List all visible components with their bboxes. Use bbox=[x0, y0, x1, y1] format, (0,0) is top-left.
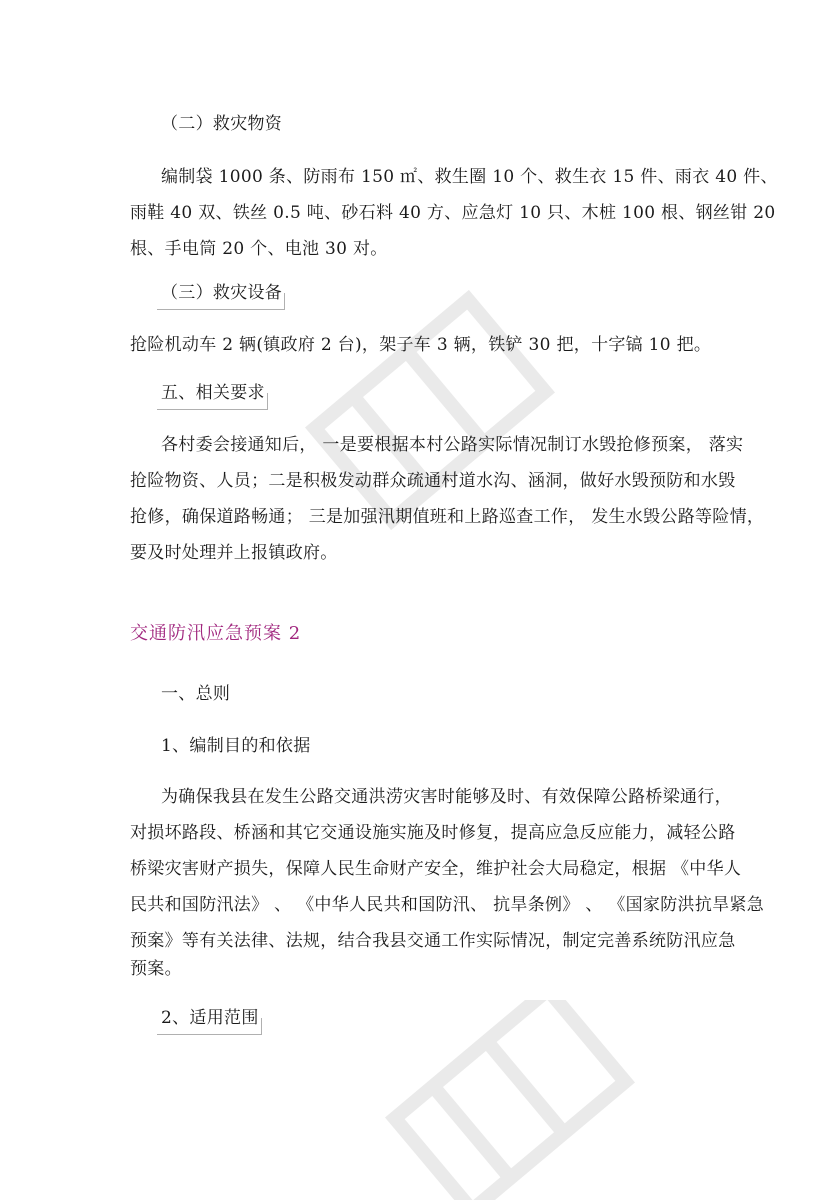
purpose-line: 对损坏路段、桥涵和其它交通设施实施及时修复，提高应急反应能力，减轻公路 bbox=[130, 823, 736, 843]
heading-requirements: 五、相关要求 bbox=[161, 379, 265, 410]
requirements-line: 要及时处理并上报镇政府。 bbox=[130, 543, 338, 563]
materials-line: 根、手电筒 20 个、电池 30 对。 bbox=[130, 239, 388, 259]
sub-heading-equipment: （三）救灾设备 bbox=[161, 279, 282, 310]
section-title: 交通防汛应急预案 2 bbox=[130, 623, 302, 644]
purpose-line: 桥梁灾害财产损失，保障人民生命财产安全，维护社会大局稳定，根据 《中华人 bbox=[130, 859, 742, 879]
heading-scope: 2、适用范围 bbox=[161, 1004, 259, 1035]
sub-heading-materials: （二）救灾物资 bbox=[161, 114, 283, 134]
requirements-line: 抢修，确保道路畅通； 三是加强汛期值班和上路巡查工作， 发生水毁公路等险情， bbox=[130, 507, 765, 527]
equipment-line: 抢险机动车 2 辆(镇政府 2 台)，架子车 3 辆，铁铲 30 把，十字镐 10 把。 bbox=[130, 335, 712, 355]
watermark-icon bbox=[300, 280, 560, 540]
heading-general: 一、总则 bbox=[161, 684, 231, 704]
materials-line: 雨鞋 40 双、铁丝 0.5 吨、砂石料 40 方、应急灯 10 只、木桩 100 根、钢丝钳 20 bbox=[130, 203, 776, 223]
purpose-line: 为确保我县在发生公路交通洪涝灾害时能够及时、有效保障公路桥梁通行， bbox=[161, 787, 732, 807]
requirements-line: 抢险物资、人员；二是积极发动群众疏通村道水沟、涵洞，做好水毁预防和水毁 bbox=[130, 471, 736, 491]
purpose-line: 民共和国防汛法》 、 《中华人民共和国防汛、 抗旱条例》 、 《国家防洪抗旱紧急 bbox=[130, 895, 765, 915]
watermark-icon bbox=[380, 1000, 640, 1200]
purpose-line: 预案》等有关法律、法规，结合我县交通工作实际情况，制定完善系统防汛应急 bbox=[130, 931, 736, 951]
requirements-line: 各村委会接通知后， 一是要根据本村公路实际情况制订水毁抢修预案， 落实 bbox=[161, 435, 744, 455]
materials-line: 编制袋 1000 条、防雨布 150 ㎡、救生圈 10 个、救生衣 15 件、雨衣 40 件、 bbox=[161, 167, 778, 187]
purpose-line: 预案。 bbox=[130, 959, 182, 979]
heading-purpose: 1、编制目的和依据 bbox=[161, 736, 311, 756]
